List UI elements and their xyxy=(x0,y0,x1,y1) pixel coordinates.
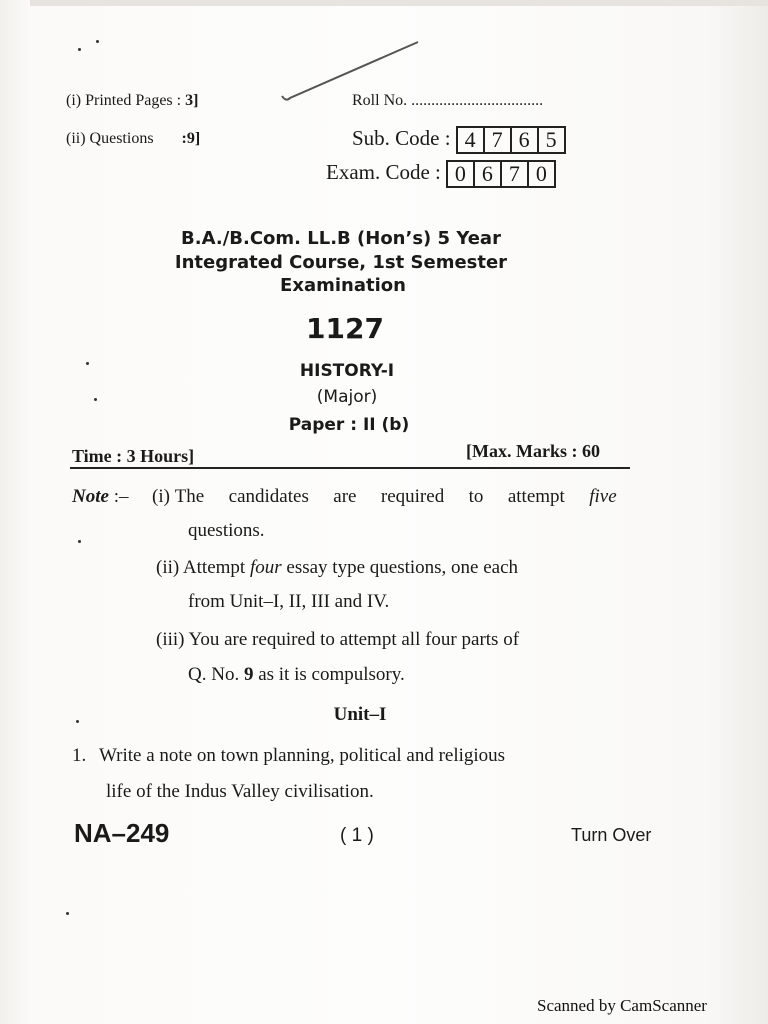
unit-heading: Unit–I xyxy=(333,704,387,725)
scan-speck xyxy=(78,48,81,51)
turn-over-label: Turn Over xyxy=(571,825,652,845)
note-text: Attempt xyxy=(182,557,246,578)
note-label: Note xyxy=(72,486,109,507)
exam-code-digit: 0 xyxy=(448,162,475,186)
question-1 xyxy=(72,745,505,767)
exam-code-label: Exam. Code : xyxy=(326,160,441,184)
question-text-continued: life of the Indus Valley civilisation. xyxy=(106,781,374,802)
printed-pages-value: 3] xyxy=(185,92,199,109)
sub-code-digit: 4 xyxy=(458,128,485,152)
time-allowed: Time : 3 Hours] xyxy=(72,446,195,466)
exam-code-digit: 0 xyxy=(535,161,547,187)
max-marks: [Max. Marks : 60 xyxy=(466,441,600,461)
note-text: Q. No. xyxy=(188,664,240,685)
paper-label: Paper : II (b) xyxy=(288,415,410,435)
roll-no-label: Roll No. ................................. xyxy=(352,92,544,109)
roll-no-line xyxy=(352,92,543,110)
note-number: (i) xyxy=(152,486,170,507)
note-separator: :– xyxy=(113,486,129,507)
sub-code-label: Sub. Code : xyxy=(352,126,451,150)
printed-pages-label: (i) Printed Pages : xyxy=(66,92,182,109)
exam-code-line xyxy=(326,160,556,188)
note-emphasis: four xyxy=(249,557,282,578)
sub-code-boxes xyxy=(456,126,566,154)
note-text: The candidates are required to attempt xyxy=(174,486,565,507)
paper-code: NA–249 xyxy=(74,818,170,848)
scan-speck xyxy=(66,912,69,915)
header-rule xyxy=(70,467,630,469)
sub-code-digit: 7 xyxy=(485,128,512,152)
note-item-2 xyxy=(156,557,518,579)
scan-speck xyxy=(96,40,99,43)
paper-edge xyxy=(30,0,768,6)
sub-code-line xyxy=(352,126,566,154)
sub-code-digit: 6 xyxy=(512,128,539,152)
note-text: You are required to attempt all four parts of xyxy=(188,629,520,650)
question-text: Write a note on town planning, political and religious xyxy=(99,745,506,766)
note-text: as it is compulsory. xyxy=(258,664,405,685)
exam-title-line-3: Examination xyxy=(280,275,406,296)
note-text: essay type questions, one each xyxy=(286,557,519,578)
note-number: (iii) xyxy=(156,629,185,650)
note-text-continued xyxy=(188,664,405,686)
note-text-continued: from Unit–I, II, III and IV. xyxy=(188,591,390,612)
note-emphasis: 9 xyxy=(243,664,254,685)
question-number: 1. xyxy=(72,745,87,766)
note-emphasis: five xyxy=(589,486,617,507)
note-text-continued: questions. xyxy=(188,520,265,541)
note-number: (ii) xyxy=(156,557,180,578)
note-item-3 xyxy=(156,629,519,651)
page-number: ( 1 ) xyxy=(340,825,374,846)
note-item-1 xyxy=(152,486,617,508)
questions-line xyxy=(66,130,200,148)
paper-number: 1127 xyxy=(306,312,384,345)
exam-code-digit: 7 xyxy=(502,162,529,186)
questions-value: :9] xyxy=(181,130,201,147)
printed-pages-line xyxy=(66,92,198,110)
note-heading xyxy=(72,486,128,508)
subject-type: (Major) xyxy=(316,387,378,407)
scan-speck xyxy=(78,540,81,543)
exam-title-line-1: B.A./B.Com. LL.B (Hon’s) 5 Year xyxy=(181,228,501,249)
exam-code-boxes xyxy=(446,160,556,188)
camscanner-watermark: Scanned by CamScanner xyxy=(537,996,707,1015)
subject-name: HISTORY-I xyxy=(299,361,395,381)
sub-code-digit: 5 xyxy=(545,127,557,153)
questions-label: (ii) Questions xyxy=(66,130,154,147)
exam-code-digit: 6 xyxy=(475,162,502,186)
exam-title-line-2: Integrated Course, 1st Semester xyxy=(174,252,508,273)
